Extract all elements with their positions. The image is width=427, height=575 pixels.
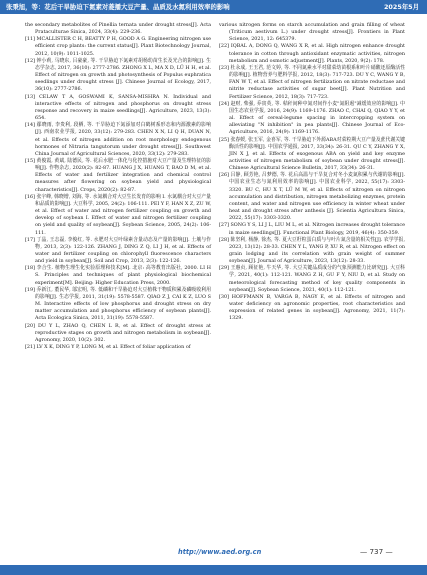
reference-entry: [24] 赵财, 柴强, 乔寅英, 等. 秸秆间种中氮对间作小麦"氮阻遏"减缓效应的影响[J]. 中国生态农业学报, 2016, 24(9): 1169-1176. ZHAO C, CHAI Q, QIAO Y Y, et al. Effect of cereal-legume spacing in intercropping system on alleviating "N inhibition" in pea plants[J]. Chinese Journal of Eco-Agriculture, 2016, 24(9): 1169-1176. [219, 100, 405, 136]
running-header-bar [0, 0, 427, 14]
journal-url[interactable]: http://www.aed.org.cn [178, 548, 262, 556]
page-number: — 737 — [360, 547, 393, 556]
reference-entry: [29] 王惠贞, 顾征艳, 牛天华, 等. 大豆关键品质成分的气象预测能力比研究[J]. 大豆科学, 2021, 40(1): 112-121. WANG Z H, GU F Y, NIU D, et al. Study on meteorological forecasting method of key quality components in soybean[J]. Soybean Science, 2021, 40(1): 112-121. [219, 265, 405, 293]
reference-entry: [27] SONG Y S, LI J L, LIU M L, et al. Nitrogen increases drought tolerance in maize seedlings[J]. Functional Plant Biology, 2019, 46(4): 350-359. [219, 222, 406, 236]
reference-entry: [17] 丁晶, 王志磊, 李俊红, 等. 水肥对大豆叶绿素含量动态及产量的影响[J]. 土壤与作物, 2013, 2(3): 122-126. ZHANG J, DING Z Q, LI J H, et al. Effects of water and fertilizer coupling on chlorophyll fluorescence characters and yield in soybean[J]. Soil and Crop, 2013, 2(3): 122-126. [25, 236, 211, 265]
reference-entry: [23] 杜永成, 王玉君, 范文婷, 等. 不同氮素水平对甜菜幼苗根系和叶片硝酸还原酶活性的影响[J]. 植物营养与肥料学报, 2012, 18(3): 717-723. DU Y C, WANG Y B, FAN W T, et al. Effect of nitrogen fertilization on nitrate reductase and nitrite reductase activities of sugar beet[J]. Plant Nutrition and Fertilizer Science, 2012, 18(3): 717-723. [219, 64, 405, 100]
reference-entry: [18] 李合生. 植物生理生化实验原理和技术[M]. 北京: 高等教育出版社, 2000. LI H S. Principles and techniques of plant physiological biochemical experiment[M]. Beijing: Higher Education Press, 2000. [25, 265, 211, 286]
reference-entry: [26] 吕静, 顾芳艳, 吕梦德, 等. 花后高温与干旱复合对冬小麦氮积累与代谢的影响[J]. 中国农业生态与氮利用效率的影响[J]. 中国农业科学, 2022, 55(17): 3303-3320. BU C, HU X T, LÜ M W, et al. Effects of nitrogen on nitrogen accumulation and distribution, nitrogen metabolizing enzymes, protein content, and water and nitrogen use efficiency in winter wheat under heat and drought stress after anthesis [J]. Scientia Agricultura Sinica, 2022, 55(17): 3303-3320. [219, 172, 405, 222]
reference-entry: various nitrogen forms on starch accumulation and grain filling of wheat (Triticum aestivum L.) under drought stress[J]. Frontiers in Plant Science, 2021, 12: 645379. [219, 22, 405, 43]
reference-entry: [13] CELAW T A, GOSWAMI K, SANSA-MISHRA N. Individual and interactive effects of nitrogen and phosphorus on drought stress response and recovery in maize seedlings[J]. Agriculture, 2023, 13(3): 654. [25, 93, 211, 122]
reference-entry: [19] 乔新江, 董民华, 邬宏明, 等. 低磷和干旱胁迫对大豆植株干物质积累及磷吸收利用的影响[J]. 生态学报, 2011, 31(19): 5578-5587. QIAO Z J, CAI K Z, LUO S M. Interactive effects of low phosphorus and drought stress on dry matter accumulation and phosphorus efficiency of soybean plants[J]. Acta Ecologica Sinica, 2011, 31(19): 5578-5587. [25, 286, 211, 322]
reference-entry: [30] HOFFMANN B, VARGA B, NAGY E, et al. Effects of nitrogen and water deficiency on agronomic properties, root characteristics and expression of related genes in soybean[J]. Agronomy, 2021, 11(7): 1329. [219, 293, 405, 322]
reference-entry: the secondary metabolites of Pinellia ternata under drought stress[J]. Acta Prataculturae Sinica, 2024, 33(4): 229-236. [25, 22, 211, 36]
reference-entry: [12] 钟小莉, 马晓东, 吕豪豪, 等. 干旱胁迫下氮素对胡杨幼苗生长及光合的影响[J]. 生态学杂志, 2017, 36(10): 2777-2786. ZHONG X L, MA X D, LÜ H H, et al. Effect of nitrogen on growth and photosynthesis of Populus euphratica seedlings under drought stress [J]. Chinese Journal of Ecology, 2017, 36(10): 2777-2786. [25, 57, 211, 93]
reference-entry: [25] 张春媛, 张玉军, 金喜军, 等. 干旱胁迫下外源ABA对菜粒期大豆产量及蔗代谢关键酶活性的影响[J]. 中国农学通报, 2017, 33(34): 26-31. QU C Y, ZHANG Y X, JIN X J, et al. Effects of exogenous ABA on yield and key enzyme activities of nitrogen metabolism of soybean under drought stress[J]. Chinese Agricultural Science Bulletin, 2017, 33(34): 26-31. [219, 136, 405, 172]
reference-entry: [15] 黄俊霞, 黄斌, 陆德民, 等. 花后水肥一体化与化控措施对大豆产量及生理特征的影响[J]. 作物杂志, 2020(2): 82-87. HUANG J X, HUANG T, BAO D M, et al. Effects of water and fertilizer integration and chemical control measures after flowering on soybean yield and physiological characteristics[J]. Crops, 2020(2): 82-87. [25, 157, 211, 193]
reference-entry: [16] 张宇峰, 韩晓增, 刘海, 等. 水氮耦合对大豆生长发育的影响 I. 水氮耦合对大豆产量和品质的影响[J]. 大豆科学, 2005, 24(2): 106-111. PEI Y F, HAN X Z, ZU W, et al. Effect of water and nitrogen fertilizer coupling on growth and develop of soybean I. Effect of water and nitrogen fertilizer coupling on yield and quality of soybean[J]. Soybean Science, 2005, 24(2): 106-111. [25, 193, 211, 236]
reference-entry: [22] IQBAL A, DONG Q, WANG X R, et al. High nitrogen enhance drought tolerance in cotton through antioxidant enzymatic activities, nitrogen metabolism and osmotic adjustment[J]. Plants, 2020, 9(2): 178. [219, 43, 405, 64]
running-title: 张秉旭，等：花后干旱胁迫下氮素对菱播大豆产量、品质及水氮利用效率的影响 [6, 3, 230, 11]
journal-year: 2025年5月 [383, 3, 419, 11]
references-right-column [219, 22, 405, 323]
reference-entry: [21] LV X K, DING Y P, LONG M, et al. Effect of foliar application of [25, 344, 191, 351]
reference-entry: [28] 陈坚利, 杨静, 徐杰, 等. 夏大豆籽粒蛋白质与与叶片氮含量的相关性[J]. 农学学报, 2023, 13(12): 28-33. CHEN Y L, YANG P, XU R, et al. Nitrogen effect on grain lodging and its correlation with grain weight of summer soybean[J]. Journal of Agriculture, 2023, 13(12): 28-33. [219, 236, 405, 265]
footer-bar [0, 565, 427, 575]
reference-entry: [20] DU Y L, ZHAO Q, CHEN L R, et al. Effect of drought stress at reproductive stages on growth and nitrogen metabolism in soybean[J]. Agronomy, 2020, 10(2): 302. [25, 322, 211, 343]
reference-entry: [11] MCALLISTER C H, BEATTY P H, GOOD A G. Engineering nitrogen use efficient crop plants: the current status[J]. Plant Biotechnology Journal, 2012, 10(9): 1011-1025. [25, 36, 211, 57]
reference-entry: [14] 鄢晓雨, 李贵利, 段栖, 等. 干旱胁迫下氮添加对白鹤树系形态和内源激素的影响[J]. 西南农业学报, 2020, 33(12): 279-283. CHEN X N, LI Q H, DUAN N, et al. Effects of nitrogen addition on root morphology endogenous hormones of Nitraria tangutorum under drought stress[J]. Southwest China Journal of Agricultural Sciences, 2020, 33(12): 279-283. [25, 122, 211, 157]
references-left-column [25, 22, 211, 351]
